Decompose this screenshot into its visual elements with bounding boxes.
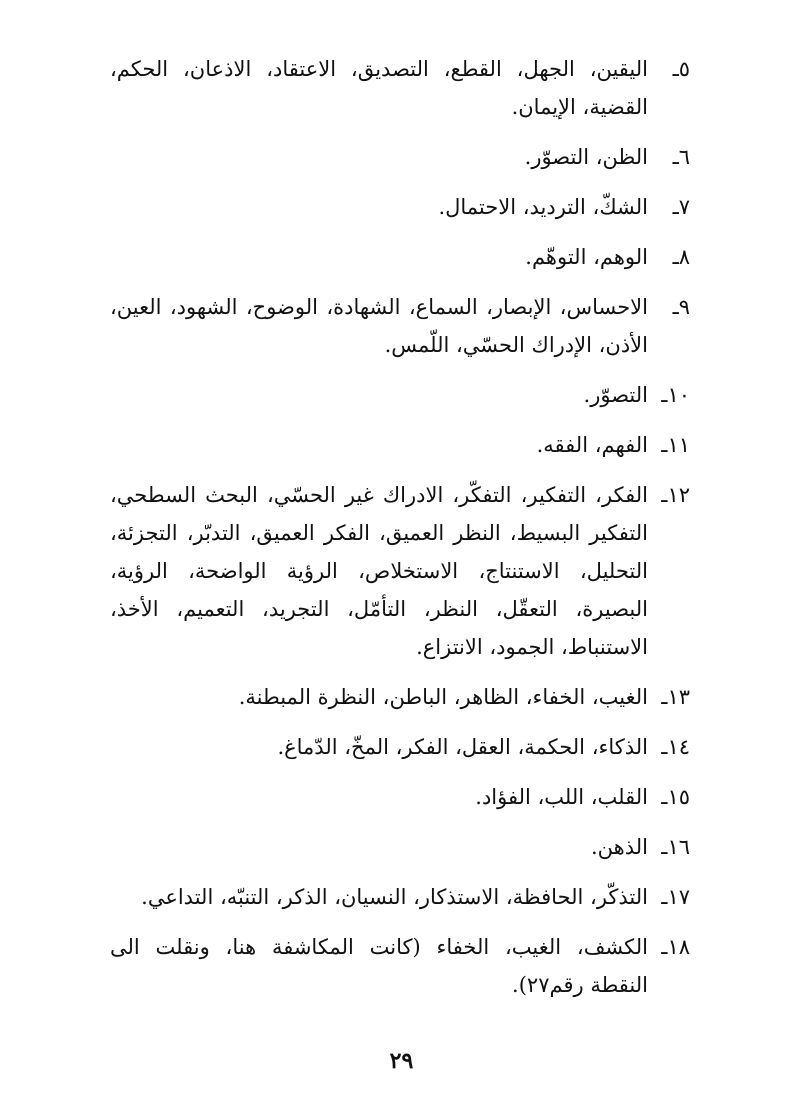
item-text: الاحساس، الإبصار، السماع، الشهادة، الوضوح، الشهود، العين، الأذن، الإدراك الحسّي، اللّمس. xyxy=(110,295,648,357)
list-item xyxy=(110,928,690,1004)
list-item xyxy=(110,50,690,126)
item-number: ١٤ xyxy=(667,735,690,759)
item-text: الوهم، التوهّم. xyxy=(525,245,648,269)
list-item xyxy=(110,828,690,866)
item-dash: ـ xyxy=(661,685,668,709)
list-item xyxy=(110,238,690,276)
list-item xyxy=(110,288,690,364)
item-text: القلب، اللب، الفؤاد. xyxy=(475,785,648,809)
list-item xyxy=(110,878,690,916)
item-number: ٩ xyxy=(678,295,690,319)
item-number: ١٢ xyxy=(667,483,690,507)
item-text: الكشف، الغيب، الخفاء (كانت المكاشفة هنا، ونقلت الى النقطة رقم٢٧). xyxy=(110,935,648,997)
item-text: التذكّر، الحافظة، الاستذكار، النسيان، الذكر، التنبّه، التداعي. xyxy=(141,885,648,909)
page-number: ٢٩ xyxy=(389,1048,414,1074)
item-number: ١١ xyxy=(667,433,690,457)
item-text: الغيب، الخفاء، الظاهر، الباطن، النظرة المبطنة. xyxy=(238,685,648,709)
list-item xyxy=(110,778,690,816)
item-dash: ـ xyxy=(672,145,679,169)
item-text: الشكّ، الترديد، الاحتمال. xyxy=(438,195,648,219)
item-dash: ـ xyxy=(661,483,668,507)
item-text: الذهن. xyxy=(591,835,648,859)
item-dash: ـ xyxy=(661,383,668,407)
item-text: اليقين، الجهل، القطع، التصديق، الاعتقاد، الاذعان، الحكم، القضية، الإيمان. xyxy=(110,57,648,119)
item-dash: ـ xyxy=(661,735,668,759)
item-text: الفكر، التفكير، التفكّر، الادراك غير الحسّي، البحث السطحي، التفكير البسيط، النظر العميق، الفكر العميق، التدبّر، التجزئة، التحليل، الاستنتاج، الاستخلاص، الرؤية الواضحة، الرؤية، البصيرة، التعقّل، النظر، التأمّل، التجريد، التعميم، الأخذ، الاستنباط، الجمود، الانتزاع. xyxy=(110,483,648,659)
item-number: ١٦ xyxy=(667,835,690,859)
list-item xyxy=(110,728,690,766)
item-number: ١٨ xyxy=(667,935,690,959)
item-number: ١٥ xyxy=(667,785,690,809)
item-number: ١٧ xyxy=(667,885,690,909)
item-dash: ـ xyxy=(661,785,668,809)
item-number: ٦ xyxy=(678,145,690,169)
item-number: ٧ xyxy=(678,195,690,219)
item-number: ١٣ xyxy=(667,685,690,709)
item-dash: ـ xyxy=(661,935,668,959)
item-text: الظن، التصوّر. xyxy=(524,145,648,169)
item-text: الذكاء، الحكمة، العقل، الفكر، المخّ، الدّماغ. xyxy=(277,735,648,759)
item-number: ٨ xyxy=(678,245,690,269)
list-item xyxy=(110,376,690,414)
list-item xyxy=(110,678,690,716)
item-dash: ـ xyxy=(672,57,679,81)
item-number: ١٠ xyxy=(667,383,690,407)
item-text: الفهم، الفقه. xyxy=(536,433,648,457)
list-item xyxy=(110,476,690,666)
item-number: ٥ xyxy=(678,57,690,81)
term-list xyxy=(110,50,690,1004)
list-item xyxy=(110,188,690,226)
item-text: التصوّر. xyxy=(583,383,648,407)
item-dash: ـ xyxy=(661,885,668,909)
item-dash: ـ xyxy=(661,433,668,457)
list-item xyxy=(110,426,690,464)
item-dash: ـ xyxy=(672,195,679,219)
item-dash: ـ xyxy=(672,295,679,319)
item-dash: ـ xyxy=(672,245,679,269)
list-item xyxy=(110,138,690,176)
item-dash: ـ xyxy=(661,835,668,859)
